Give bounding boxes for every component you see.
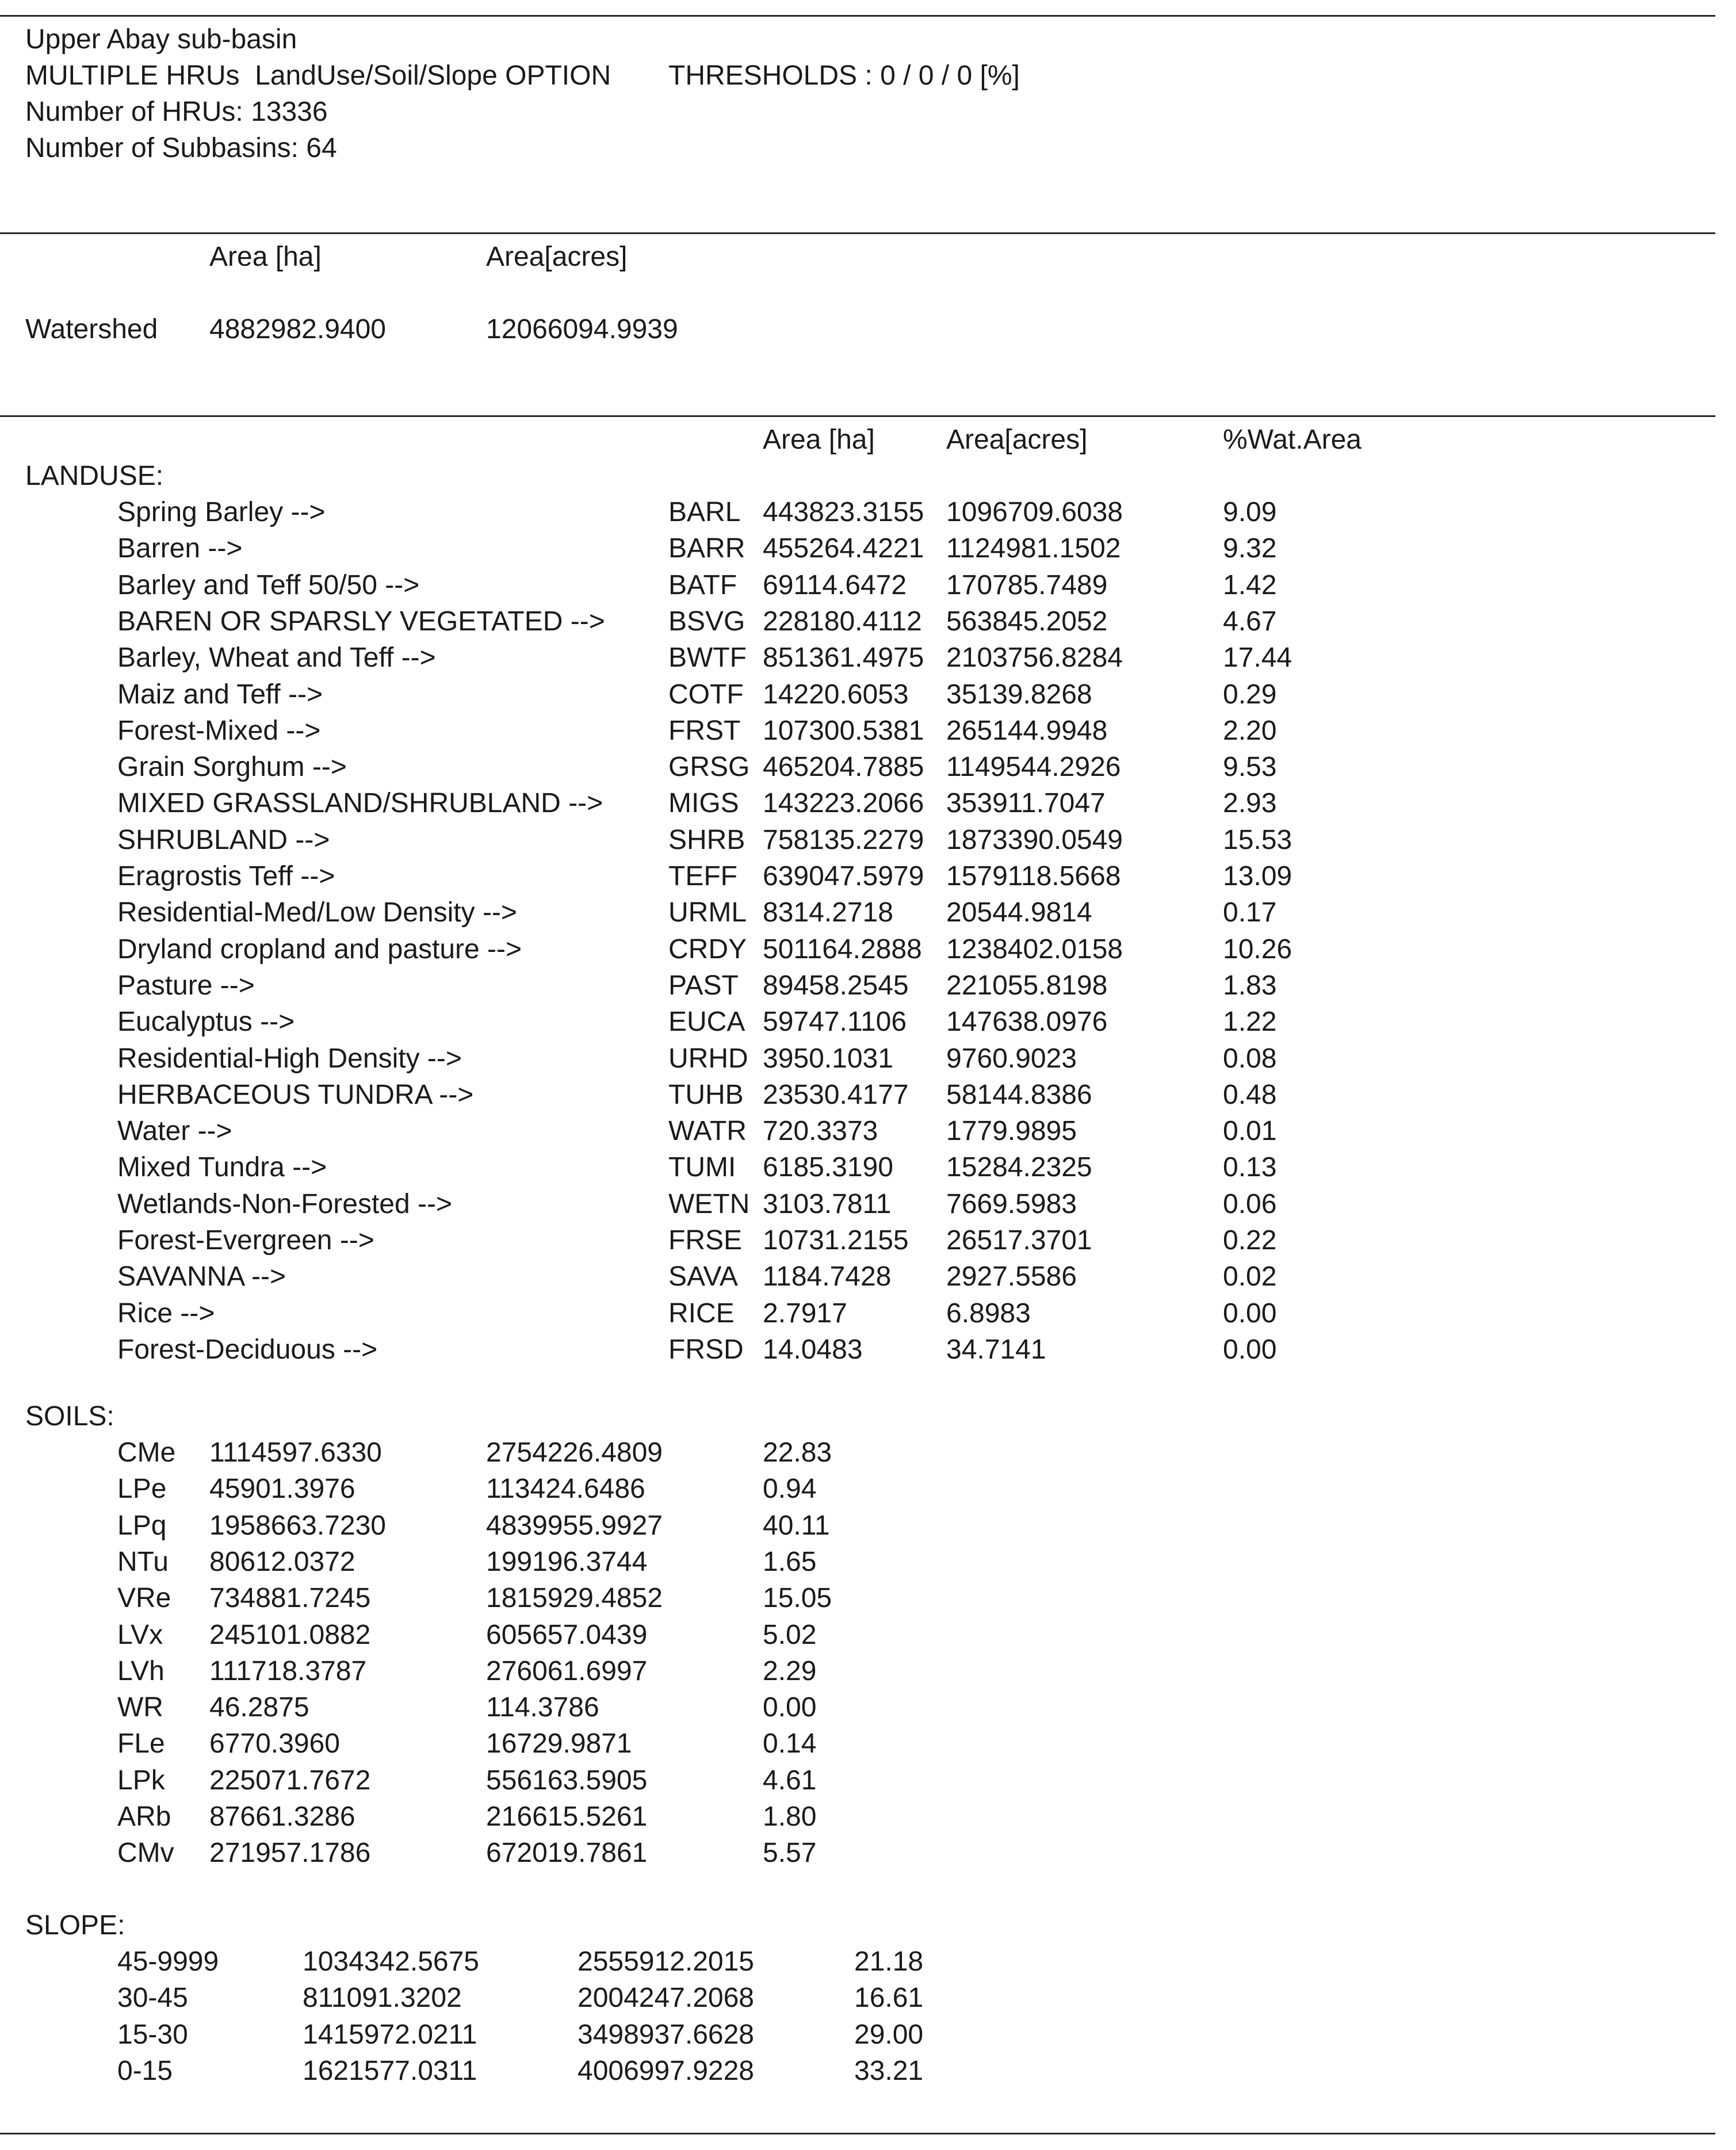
landuse-code: TUHB bbox=[668, 1079, 744, 1110]
landuse-pct-watershed: 0.48 bbox=[1223, 1079, 1277, 1110]
landuse-area-acres: 6.8983 bbox=[946, 1298, 1031, 1329]
landuse-code: SAVA bbox=[668, 1261, 738, 1292]
landuse-name: Spring Barley --> bbox=[117, 497, 326, 527]
soil-area-acres: 605657.0439 bbox=[486, 1619, 648, 1650]
thresholds-line: THRESHOLDS : 0 / 0 / 0 [%] bbox=[668, 60, 1020, 91]
soils-heading: SOILS: bbox=[25, 1401, 114, 1432]
slope-area-ha: 1034342.5675 bbox=[303, 1946, 479, 1977]
soil-pct-watershed: 4.61 bbox=[763, 1765, 817, 1796]
slope-area-acres: 4006997.9228 bbox=[578, 2055, 754, 2086]
landuse-code: CRDY bbox=[668, 934, 747, 965]
landuse-code: URML bbox=[668, 897, 747, 928]
landuse-code: WATR bbox=[668, 1116, 747, 1147]
landuse-name: Pasture --> bbox=[117, 970, 255, 1001]
landuse-area-ha: 10731.2155 bbox=[763, 1225, 909, 1256]
soil-area-acres: 672019.7861 bbox=[486, 1838, 648, 1869]
landuse-area-acres: 1096709.6038 bbox=[946, 497, 1123, 527]
landuse-name: Grain Sorghum --> bbox=[117, 752, 347, 783]
soil-area-acres: 216615.5261 bbox=[486, 1801, 648, 1832]
landuse-area-ha: 23530.4177 bbox=[763, 1079, 909, 1110]
landuse-name: Rice --> bbox=[117, 1298, 215, 1329]
watershed-col-area-acres: Area[acres] bbox=[486, 242, 628, 272]
sub-basin-title: Upper Abay sub-basin bbox=[25, 24, 297, 55]
soil-code: ARb bbox=[117, 1801, 171, 1832]
soil-area-ha: 111718.3787 bbox=[209, 1655, 367, 1686]
landuse-area-acres: 1238402.0158 bbox=[946, 934, 1123, 965]
soil-pct-watershed: 0.00 bbox=[763, 1692, 817, 1723]
slope-area-ha: 1621577.0311 bbox=[303, 2055, 477, 2086]
hru-count: Number of HRUs: 13336 bbox=[25, 97, 328, 127]
landuse-area-acres: 1149544.2926 bbox=[946, 752, 1121, 783]
soil-code: LPk bbox=[117, 1765, 165, 1796]
landuse-area-ha: 1184.7428 bbox=[763, 1261, 892, 1292]
landuse-code: BWTF bbox=[668, 642, 747, 674]
landuse-area-acres: 58144.8386 bbox=[946, 1079, 1092, 1110]
landuse-name: Water --> bbox=[117, 1116, 232, 1147]
slope-range: 30-45 bbox=[117, 1983, 188, 2014]
soil-area-acres: 16729.9871 bbox=[486, 1728, 632, 1759]
landuse-area-ha: 3950.1031 bbox=[763, 1043, 893, 1074]
landuse-area-acres: 26517.3701 bbox=[946, 1225, 1092, 1256]
slope-pct-watershed: 16.61 bbox=[854, 1983, 924, 2014]
landuse-name: Forest-Mixed --> bbox=[117, 715, 321, 746]
landuse-code: FRSE bbox=[668, 1225, 743, 1256]
landuse-area-ha: 8314.2718 bbox=[763, 897, 893, 928]
landuse-area-ha: 720.3373 bbox=[763, 1116, 878, 1147]
landuse-pct-watershed: 0.01 bbox=[1223, 1116, 1277, 1147]
landuse-name: Barley and Teff 50/50 --> bbox=[117, 569, 420, 600]
landuse-code: BARL bbox=[668, 497, 741, 527]
landuse-code: PAST bbox=[668, 970, 739, 1001]
landuse-code: BATF bbox=[668, 569, 737, 600]
landuse-area-ha: 443823.3155 bbox=[763, 497, 924, 527]
landuse-pct-watershed: 9.09 bbox=[1223, 497, 1277, 527]
landuse-code: TUMI bbox=[668, 1152, 736, 1183]
landuse-pct-watershed: 0.13 bbox=[1223, 1152, 1277, 1183]
landuse-area-ha: 851361.4975 bbox=[763, 642, 924, 674]
soil-code: CMv bbox=[117, 1838, 174, 1869]
landuse-pct-watershed: 9.32 bbox=[1223, 533, 1277, 564]
watershed-area-acres: 12066094.9939 bbox=[486, 314, 678, 345]
landuse-pct-watershed: 0.06 bbox=[1223, 1188, 1277, 1219]
landuse-area-acres: 9760.9023 bbox=[946, 1043, 1077, 1074]
landuse-name: Eragrostis Teff --> bbox=[117, 861, 335, 892]
soil-code: WR bbox=[117, 1692, 163, 1723]
landuse-area-ha: 59747.1106 bbox=[763, 1007, 907, 1038]
soil-area-acres: 113424.6486 bbox=[486, 1474, 645, 1505]
landuse-code: FRSD bbox=[668, 1334, 744, 1365]
landuse-pct-watershed: 1.42 bbox=[1223, 569, 1277, 600]
landuse-name: SAVANNA --> bbox=[117, 1261, 286, 1292]
soil-area-ha: 46.2875 bbox=[209, 1692, 309, 1723]
soil-area-ha: 80612.0372 bbox=[209, 1546, 355, 1577]
slope-area-ha: 811091.3202 bbox=[303, 1983, 462, 2014]
landuse-pct-watershed: 2.20 bbox=[1223, 715, 1277, 746]
landuse-name: SHRUBLAND --> bbox=[117, 824, 330, 855]
landuse-pct-watershed: 0.02 bbox=[1223, 1261, 1277, 1292]
soil-area-ha: 245101.0882 bbox=[209, 1619, 371, 1650]
landuse-pct-watershed: 0.22 bbox=[1223, 1225, 1277, 1256]
landuse-area-acres: 147638.0976 bbox=[946, 1007, 1108, 1038]
landuse-pct-watershed: 0.08 bbox=[1223, 1043, 1277, 1074]
landuse-area-acres: 1873390.0549 bbox=[946, 824, 1123, 855]
slope-pct-watershed: 33.21 bbox=[854, 2055, 924, 2086]
landuse-name: Maiz and Teff --> bbox=[117, 679, 323, 710]
soil-area-acres: 114.3786 bbox=[486, 1692, 599, 1723]
landuse-code: GRSG bbox=[668, 752, 750, 783]
divider-breakdown bbox=[0, 415, 1715, 417]
landuse-area-ha: 143223.2066 bbox=[763, 788, 924, 819]
landuse-name: HERBACEOUS TUNDRA --> bbox=[117, 1079, 474, 1110]
landuse-code: MIGS bbox=[668, 788, 739, 819]
landuse-pct-watershed: 0.29 bbox=[1223, 679, 1277, 710]
soil-pct-watershed: 22.83 bbox=[763, 1437, 832, 1468]
landuse-name: Eucalyptus --> bbox=[117, 1007, 295, 1038]
landuse-area-acres: 20544.9814 bbox=[946, 897, 1092, 928]
landuse-name: Residential-Med/Low Density --> bbox=[117, 897, 517, 928]
slope-area-acres: 2555912.2015 bbox=[578, 1946, 754, 1977]
landuse-pct-watershed: 0.00 bbox=[1223, 1298, 1277, 1329]
soil-area-acres: 4839955.9927 bbox=[486, 1510, 663, 1541]
watershed-col-area-ha: Area [ha] bbox=[209, 242, 322, 272]
landuse-name: Dryland cropland and pasture --> bbox=[117, 934, 522, 965]
soil-area-ha: 6770.3960 bbox=[209, 1728, 340, 1759]
landuse-area-ha: 2.7917 bbox=[763, 1298, 847, 1329]
soil-pct-watershed: 2.29 bbox=[763, 1655, 817, 1686]
hru-option-line: MULTIPLE HRUs LandUse/Soil/Slope OPTION bbox=[25, 60, 611, 91]
landuse-area-ha: 465204.7885 bbox=[763, 752, 924, 783]
landuse-area-ha: 107300.5381 bbox=[763, 715, 924, 746]
soil-code: LVh bbox=[117, 1655, 165, 1686]
soil-pct-watershed: 40.11 bbox=[763, 1510, 830, 1541]
landuse-name: Residential-High Density --> bbox=[117, 1043, 462, 1074]
soil-code: CMe bbox=[117, 1437, 176, 1468]
soil-area-ha: 1958663.7230 bbox=[209, 1510, 386, 1541]
landuse-name: BAREN OR SPARSLY VEGETATED --> bbox=[117, 606, 605, 637]
landuse-pct-watershed: 9.53 bbox=[1223, 752, 1277, 783]
landuse-area-acres: 353911.7047 bbox=[946, 788, 1106, 819]
soil-code: LVx bbox=[117, 1619, 163, 1650]
soil-pct-watershed: 15.05 bbox=[763, 1583, 832, 1614]
landuse-name: Forest-Evergreen --> bbox=[117, 1225, 374, 1256]
soil-area-acres: 1815929.4852 bbox=[486, 1583, 663, 1614]
landuse-name: Mixed Tundra --> bbox=[117, 1152, 327, 1183]
slope-heading: SLOPE: bbox=[25, 1910, 125, 1941]
landuse-area-acres: 35139.8268 bbox=[946, 679, 1092, 710]
soil-area-acres: 276061.6997 bbox=[486, 1655, 648, 1686]
landuse-pct-watershed: 1.22 bbox=[1223, 1007, 1277, 1038]
landuse-code: FRST bbox=[668, 715, 741, 746]
divider-watershed bbox=[0, 232, 1715, 234]
landuse-code: BSVG bbox=[668, 606, 745, 637]
landuse-code: EUCA bbox=[668, 1007, 745, 1038]
landuse-area-acres: 221055.8198 bbox=[946, 970, 1108, 1001]
landuse-area-acres: 265144.9948 bbox=[946, 715, 1108, 746]
watershed-area-ha: 4882982.9400 bbox=[209, 314, 386, 345]
soil-area-ha: 734881.7245 bbox=[209, 1583, 371, 1614]
soil-code: NTu bbox=[117, 1546, 169, 1577]
soil-area-ha: 271957.1786 bbox=[209, 1838, 371, 1869]
slope-area-acres: 3498937.6628 bbox=[578, 2019, 754, 2050]
landuse-name: MIXED GRASSLAND/SHRUBLAND --> bbox=[117, 788, 603, 819]
landuse-name: Barren --> bbox=[117, 533, 243, 564]
landuse-pct-watershed: 4.67 bbox=[1223, 606, 1277, 637]
landuse-area-acres: 15284.2325 bbox=[946, 1152, 1092, 1183]
landuse-area-ha: 6185.3190 bbox=[763, 1152, 893, 1183]
landuse-pct-watershed: 0.00 bbox=[1223, 1334, 1277, 1365]
soil-area-ha: 87661.3286 bbox=[209, 1801, 355, 1832]
soil-area-acres: 199196.3744 bbox=[486, 1546, 648, 1577]
landuse-area-acres: 34.7141 bbox=[946, 1334, 1046, 1365]
landuse-area-acres: 170785.7489 bbox=[946, 569, 1108, 600]
landuse-code: BARR bbox=[668, 533, 745, 564]
landuse-name: Forest-Deciduous --> bbox=[117, 1334, 378, 1365]
landuse-area-ha: 501164.2888 bbox=[763, 934, 922, 965]
landuse-area-ha: 69114.6472 bbox=[763, 569, 907, 600]
landuse-code: URHD bbox=[668, 1043, 748, 1074]
landuse-code: COTF bbox=[668, 679, 744, 710]
slope-area-ha: 1415972.0211 bbox=[303, 2019, 477, 2050]
slope-area-acres: 2004247.2068 bbox=[578, 1983, 754, 2014]
landuse-area-ha: 228180.4112 bbox=[763, 606, 922, 637]
landuse-area-ha: 14.0483 bbox=[763, 1334, 863, 1365]
soil-pct-watershed: 0.94 bbox=[763, 1474, 817, 1505]
soil-pct-watershed: 5.02 bbox=[763, 1619, 817, 1650]
slope-pct-watershed: 21.18 bbox=[854, 1946, 924, 1977]
watershed-label: Watershed bbox=[25, 314, 158, 345]
landuse-area-acres: 563845.2052 bbox=[946, 606, 1108, 637]
landuse-area-acres: 1779.9895 bbox=[946, 1116, 1077, 1147]
landuse-pct-watershed: 1.83 bbox=[1223, 970, 1277, 1001]
landuse-code: WETN bbox=[668, 1188, 750, 1219]
column-header-area-acres: Area[acres] bbox=[946, 424, 1088, 455]
landuse-heading: LANDUSE: bbox=[25, 461, 164, 491]
subbasin-count: Number of Subbasins: 64 bbox=[25, 133, 337, 163]
soil-area-ha: 225071.7672 bbox=[209, 1765, 371, 1796]
landuse-area-ha: 89458.2545 bbox=[763, 970, 909, 1001]
soil-pct-watershed: 1.65 bbox=[763, 1546, 817, 1577]
soil-area-ha: 45901.3976 bbox=[209, 1474, 355, 1505]
slope-range: 45-9999 bbox=[117, 1946, 219, 1977]
soil-area-acres: 2754226.4809 bbox=[486, 1437, 663, 1468]
divider-top bbox=[0, 15, 1715, 17]
landuse-area-ha: 14220.6053 bbox=[763, 679, 909, 710]
slope-range: 15-30 bbox=[117, 2019, 188, 2050]
landuse-name: Barley, Wheat and Teff --> bbox=[117, 642, 436, 674]
slope-pct-watershed: 29.00 bbox=[854, 2019, 924, 2050]
soil-code: VRe bbox=[117, 1583, 171, 1614]
landuse-pct-watershed: 0.17 bbox=[1223, 897, 1277, 928]
soil-pct-watershed: 5.57 bbox=[763, 1838, 817, 1869]
divider-bottom bbox=[0, 2133, 1715, 2134]
soil-code: LPe bbox=[117, 1474, 167, 1505]
landuse-code: RICE bbox=[668, 1298, 735, 1329]
soil-code: LPq bbox=[117, 1510, 167, 1541]
landuse-pct-watershed: 2.93 bbox=[1223, 788, 1277, 819]
landuse-area-ha: 758135.2279 bbox=[763, 824, 924, 855]
soil-area-acres: 556163.5905 bbox=[486, 1765, 648, 1796]
landuse-code: SHRB bbox=[668, 824, 745, 855]
landuse-pct-watershed: 17.44 bbox=[1223, 642, 1293, 674]
landuse-name: Wetlands-Non-Forested --> bbox=[117, 1188, 452, 1219]
landuse-area-acres: 2927.5586 bbox=[946, 1261, 1077, 1292]
landuse-code: TEFF bbox=[668, 861, 737, 892]
soil-pct-watershed: 1.80 bbox=[763, 1801, 817, 1832]
landuse-area-ha: 455264.4221 bbox=[763, 533, 924, 564]
soil-pct-watershed: 0.14 bbox=[763, 1728, 817, 1759]
landuse-pct-watershed: 13.09 bbox=[1223, 861, 1293, 892]
landuse-area-ha: 639047.5979 bbox=[763, 861, 924, 892]
landuse-area-acres: 1579118.5668 bbox=[946, 861, 1121, 892]
landuse-area-acres: 2103756.8284 bbox=[946, 642, 1123, 674]
soil-area-ha: 1114597.6330 bbox=[209, 1437, 382, 1468]
landuse-pct-watershed: 15.53 bbox=[1223, 824, 1293, 855]
slope-range: 0-15 bbox=[117, 2055, 173, 2086]
column-header-area-ha: Area [ha] bbox=[763, 424, 875, 455]
soil-code: FLe bbox=[117, 1728, 165, 1759]
column-header-pct-watershed: %Wat.Area bbox=[1223, 424, 1362, 455]
landuse-area-ha: 3103.7811 bbox=[763, 1188, 892, 1219]
landuse-pct-watershed: 10.26 bbox=[1223, 934, 1293, 965]
landuse-area-acres: 1124981.1502 bbox=[946, 533, 1121, 564]
landuse-area-acres: 7669.5983 bbox=[946, 1188, 1077, 1219]
